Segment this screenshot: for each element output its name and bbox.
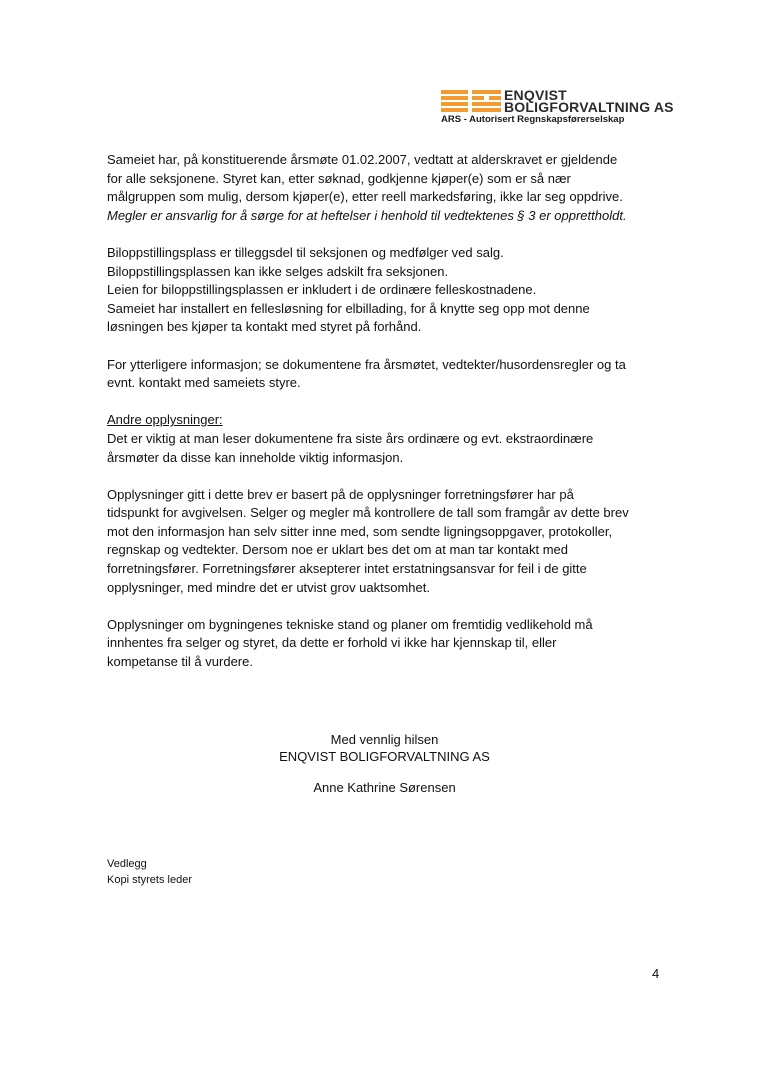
- text-line: For ytterligere informasjon; se dokumentene fra årsmøtet, vedtekter/husordensregler og ta: [107, 356, 626, 372]
- paragraph-other-info: [107, 411, 677, 467]
- logo-subtitle: ARS - Autorisert Regnskapsførerselskap: [441, 114, 625, 125]
- text-line: Sameiet har installert en fellesløsning for elbillading, for å knytte seg opp mot denne: [107, 300, 590, 316]
- logo-name-line1: ENQVIST: [504, 87, 567, 103]
- text-line: løsningen bes kjøper ta kontakt med styret på forhånd.: [107, 319, 422, 335]
- copy-label: Kopi styrets leder: [107, 874, 192, 886]
- text-line: regnskap og vedtekter. Dersom noe er uklart bes det om at man tar kontakt med: [107, 542, 569, 558]
- closing-greeting: Med vennlig hilsen: [330, 732, 439, 747]
- footer-notes: [107, 856, 192, 888]
- text-line: evnt. kontakt med sameiets styre.: [107, 375, 301, 391]
- text-line: Sameiet har, på konstituerende årsmøte 01.02.2007, vedtatt at alderskravet er gjeldende: [107, 152, 618, 167]
- text-line: Biloppstillingsplass er tilleggsdel til seksjonen og medfølger ved salg.: [107, 244, 504, 260]
- text-line: Opplysninger gitt i dette brev er basert på de opplysninger forretningsfører har på: [107, 486, 574, 502]
- text-line: årsmøter da disse kan inneholde viktig informasjon.: [107, 449, 404, 465]
- text-line: tidspunkt for avgivelsen. Selger og megler må kontrollere de tall som framgår av dette brev: [107, 505, 629, 521]
- letter-body: [107, 151, 677, 690]
- text-line-italic: Megler er ansvarlig for å sørge for at heftelser i henhold til vedtektenes § 3 er opprettholdt.: [107, 207, 627, 223]
- page-number: 4: [652, 966, 660, 981]
- text-line: opplysninger, med mindre det er utvist grov uaktsomhet.: [107, 579, 430, 595]
- paragraph-parking: [107, 244, 677, 337]
- signer-name: Anne Kathrine Sørensen: [313, 780, 456, 795]
- text-line: Det er viktig at man leser dokumentene fra siste års ordinære og evt. ekstraordinære: [107, 430, 594, 446]
- text-line: forretningsfører. Forretningsfører aksepterer intet erstatningsansvar for feil i de gitte: [107, 561, 587, 577]
- text-line: målgruppen som mulig, dersom kjøper(e), etter reell markedsføring, ikke lar seg oppdrive.: [107, 189, 623, 205]
- logo-company-name: [504, 89, 674, 113]
- closing-company: ENQVIST BOLIGFORVALTNING AS: [279, 749, 490, 764]
- paragraph-age-requirement: [107, 151, 677, 225]
- logo-mark-icon: [441, 90, 501, 112]
- text-line: Biloppstillingsplassen kan ikke selges adskilt fra seksjonen.: [107, 263, 449, 279]
- text-line: kompetanse til å vurdere.: [107, 654, 253, 670]
- section-heading: Andre opplysninger:: [107, 412, 223, 428]
- paragraph-disclaimer: [107, 486, 677, 598]
- logo-name-line2: BOLIGFORVALTNING AS: [504, 99, 674, 115]
- text-line: mot den informasjon han selv sitter inne med, som sendte ligningsoppgaver, protokoller,: [107, 523, 613, 539]
- paragraph-technical-condition: [107, 616, 677, 672]
- paragraph-further-info: [107, 356, 677, 393]
- text-line: innhentes fra selger og styret, da dette er forhold vi ikke har kjennskap til, eller: [107, 635, 557, 651]
- attachment-label: Vedlegg: [107, 858, 147, 870]
- text-line: Opplysninger om bygningenes tekniske stand og planer om fremtidig vedlikehold må: [107, 616, 593, 632]
- text-line: Leien for biloppstillingsplassen er inkludert i de ordinære felleskostnadene.: [107, 282, 537, 298]
- text-line: for alle seksjonene. Styret kan, etter søknad, godkjenne kjøper(e) som er så nær: [107, 170, 571, 186]
- company-logo: [441, 87, 674, 129]
